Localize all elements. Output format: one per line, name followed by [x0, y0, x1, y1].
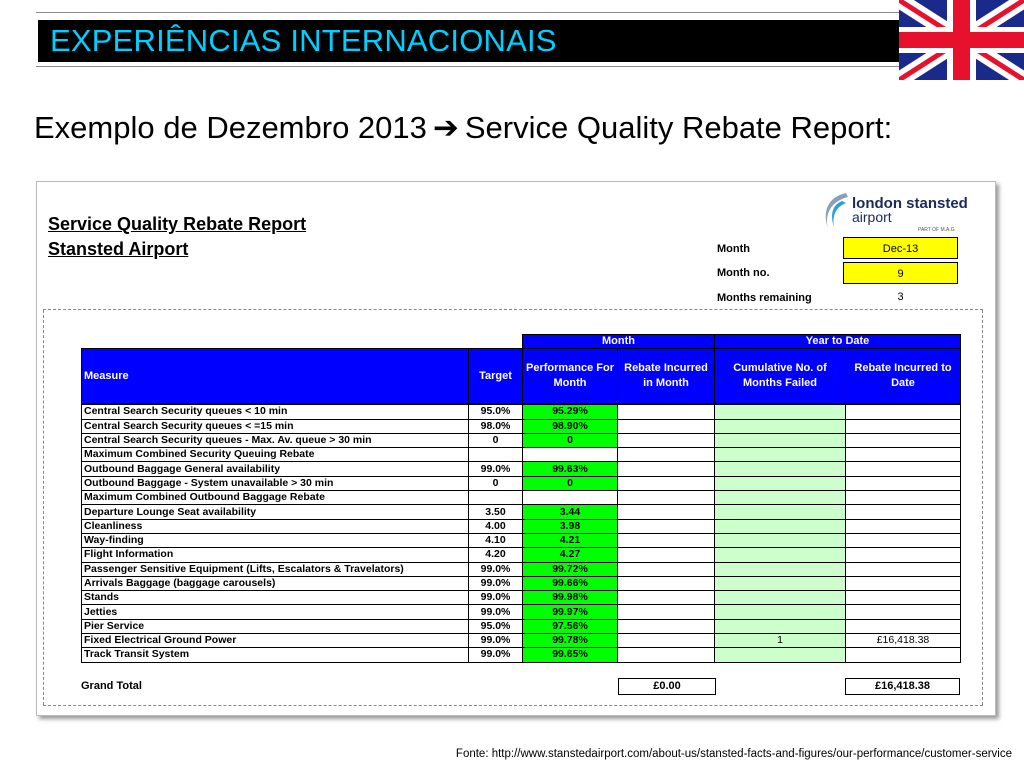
row-rebate-date [846, 462, 961, 476]
row-rebate-date [846, 591, 961, 605]
row-target: 99.0% [469, 562, 523, 576]
row-cumulative [715, 433, 846, 447]
header-top-rule [36, 12, 902, 13]
table-row [82, 591, 961, 605]
row-cumulative [715, 491, 846, 505]
subtitle-left: Exemplo de Dezembro 2013 [34, 110, 427, 145]
row-measure: Outbound Baggage - System unavailable > 30 min [82, 476, 469, 490]
table-body [82, 405, 961, 662]
table-row [82, 519, 961, 533]
row-cumulative [715, 505, 846, 519]
row-cumulative [715, 419, 846, 433]
row-rebate-month [618, 576, 715, 590]
row-rebate-date [846, 605, 961, 619]
row-target: 95.0% [469, 619, 523, 633]
report-airport: Stansted Airport [48, 239, 189, 259]
header-bottom-rule [36, 66, 902, 67]
source-footer: Fonte: http://www.stanstedairport.com/about-us/stansted-facts-and-figures/our-performance/customer-service [455, 748, 1012, 760]
row-cumulative [715, 591, 846, 605]
row-measure: Jetties [82, 605, 469, 619]
row-target: 98.0% [469, 419, 523, 433]
row-measure: Track Transit System [82, 648, 469, 662]
row-rebate-date [846, 562, 961, 576]
col-measure: Measure [82, 349, 469, 404]
row-rebate-month [618, 405, 715, 419]
row-measure: Maximum Combined Security Queuing Rebate [82, 448, 469, 462]
row-measure: Arrivals Baggage (baggage carousels) [82, 576, 469, 590]
row-target: 99.0% [469, 462, 523, 476]
row-measure: Flight Information [82, 548, 469, 562]
row-cumulative [715, 519, 846, 533]
table-row [82, 533, 961, 547]
slide-subtitle [34, 110, 892, 146]
row-rebate-date [846, 476, 961, 490]
row-cumulative [715, 533, 846, 547]
airport-swoosh-icon [820, 189, 850, 233]
row-measure: Maximum Combined Outbound Baggage Rebate [82, 491, 469, 505]
col-rebate-month: Rebate Incurred in Month [618, 349, 715, 404]
row-performance: 99.72% [523, 562, 618, 576]
months-remaining-value: 3 [897, 291, 904, 303]
grand-total-label: Grand Total [81, 680, 142, 692]
row-target: 0 [469, 476, 523, 490]
row-rebate-date [846, 405, 961, 419]
row-performance: 4.21 [523, 533, 618, 547]
table-row [82, 476, 961, 490]
row-performance [523, 491, 618, 505]
logo-line1: london stansted [852, 195, 968, 212]
row-cumulative [715, 448, 846, 462]
row-rebate-date [846, 548, 961, 562]
row-measure: Central Search Security queues - Max. Av. queue > 30 min [82, 433, 469, 447]
row-performance: 99.97% [523, 605, 618, 619]
row-rebate-date [846, 505, 961, 519]
row-performance: 99.98% [523, 591, 618, 605]
row-rebate-month [618, 562, 715, 576]
row-target: 99.0% [469, 648, 523, 662]
row-target: 4.20 [469, 548, 523, 562]
row-performance [523, 448, 618, 462]
slide-title: EXPERIÊNCIAS INTERNACIONAIS [50, 23, 557, 58]
col-cumulative: Cumulative No. of Months Failed [715, 349, 846, 404]
row-cumulative [715, 605, 846, 619]
table-row [82, 562, 961, 576]
rebate-table [81, 334, 961, 663]
row-cumulative [715, 476, 846, 490]
table-row [82, 491, 961, 505]
row-cumulative [715, 462, 846, 476]
row-performance: 98.90% [523, 419, 618, 433]
row-target: 95.0% [469, 405, 523, 419]
column-header-row [82, 349, 961, 404]
month-label: Month [717, 243, 750, 255]
table-row [82, 576, 961, 590]
row-rebate-month [618, 648, 715, 662]
logo-line2: airport [852, 209, 892, 225]
united-kingdom-flag-icon [899, 0, 1024, 80]
table-row [82, 548, 961, 562]
col-performance: Performance For Month [523, 349, 618, 404]
row-performance: 99.66% [523, 576, 618, 590]
logo-small: PART OF M.A.G [918, 227, 955, 233]
table-row [82, 648, 961, 662]
row-rebate-date [846, 533, 961, 547]
col-rebate-date: Rebate Incurred to Date [846, 349, 961, 404]
table-row [82, 405, 961, 419]
row-rebate-date [846, 419, 961, 433]
arrow-right-icon: ➔ [432, 110, 459, 145]
row-measure: Central Search Security queues < =15 min [82, 419, 469, 433]
month-no-label: Month no. [717, 267, 770, 279]
col-target: Target [469, 349, 523, 404]
row-rebate-month [618, 533, 715, 547]
row-performance: 3.44 [523, 505, 618, 519]
row-rebate-date [846, 576, 961, 590]
row-rebate-month [618, 591, 715, 605]
table-row [82, 605, 961, 619]
row-rebate-month [618, 448, 715, 462]
row-performance: 99.65% [523, 648, 618, 662]
report-panel [36, 181, 996, 716]
row-measure: Central Search Security queues < 10 min [82, 405, 469, 419]
row-measure: Pier Service [82, 619, 469, 633]
table-row [82, 419, 961, 433]
row-performance: 95.29% [523, 405, 618, 419]
row-measure: Way-finding [82, 533, 469, 547]
header-bar [38, 20, 900, 62]
row-performance: 3.98 [523, 519, 618, 533]
row-rebate-month [618, 476, 715, 490]
report-title: Service Quality Rebate Report [48, 214, 307, 234]
row-target: 3.50 [469, 505, 523, 519]
row-cumulative [715, 405, 846, 419]
row-target: 99.0% [469, 634, 523, 648]
row-performance: 97.56% [523, 619, 618, 633]
month-value: Dec-13 [843, 237, 958, 259]
group-header-ytd: Year to Date [715, 335, 961, 349]
row-rebate-month [618, 491, 715, 505]
row-target: 99.0% [469, 591, 523, 605]
table-row [82, 462, 961, 476]
row-cumulative [715, 619, 846, 633]
table-row [82, 448, 961, 462]
row-target: 99.0% [469, 576, 523, 590]
row-rebate-month [618, 548, 715, 562]
row-rebate-month [618, 505, 715, 519]
row-rebate-month [618, 634, 715, 648]
row-performance: 99.78% [523, 634, 618, 648]
row-rebate-month [618, 619, 715, 633]
row-performance: 0 [523, 476, 618, 490]
row-target [469, 448, 523, 462]
row-cumulative [715, 548, 846, 562]
row-performance: 0 [523, 433, 618, 447]
row-measure: Passenger Sensitive Equipment (Lifts, Escalators & Travelators) [82, 562, 469, 576]
row-target: 0 [469, 433, 523, 447]
grand-total-date: £16,418.38 [845, 678, 960, 695]
month-no-value: 9 [843, 262, 958, 284]
group-header-month: Month [523, 335, 715, 349]
row-rebate-date [846, 648, 961, 662]
row-target: 4.10 [469, 533, 523, 547]
stansted-logo [820, 189, 970, 235]
row-rebate-date [846, 491, 961, 505]
table-row [82, 433, 961, 447]
row-measure: Outbound Baggage General availability [82, 462, 469, 476]
group-header-row [82, 335, 961, 349]
row-measure: Fixed Electrical Ground Power [82, 634, 469, 648]
row-rebate-month [618, 433, 715, 447]
row-rebate-month [618, 462, 715, 476]
grand-total-month: £0.00 [618, 678, 716, 695]
row-target [469, 491, 523, 505]
row-target: 99.0% [469, 605, 523, 619]
row-cumulative: 1 [715, 634, 846, 648]
table-row [82, 634, 961, 648]
row-performance: 4.27 [523, 548, 618, 562]
row-cumulative [715, 562, 846, 576]
row-performance: 99.63% [523, 462, 618, 476]
row-rebate-date [846, 448, 961, 462]
row-rebate-date [846, 519, 961, 533]
months-remaining-label: Months remaining [717, 292, 812, 304]
row-rebate-month [618, 605, 715, 619]
row-rebate-month [618, 519, 715, 533]
row-measure: Cleanliness [82, 519, 469, 533]
row-rebate-month [618, 419, 715, 433]
subtitle-right: Service Quality Rebate Report: [464, 110, 893, 145]
row-measure: Stands [82, 591, 469, 605]
table-row [82, 619, 961, 633]
row-target: 4.00 [469, 519, 523, 533]
row-rebate-date: £16,418.38 [846, 634, 961, 648]
row-cumulative [715, 648, 846, 662]
row-measure: Departure Lounge Seat availability [82, 505, 469, 519]
row-cumulative [715, 576, 846, 590]
table-row [82, 505, 961, 519]
row-rebate-date [846, 433, 961, 447]
row-rebate-date [846, 619, 961, 633]
